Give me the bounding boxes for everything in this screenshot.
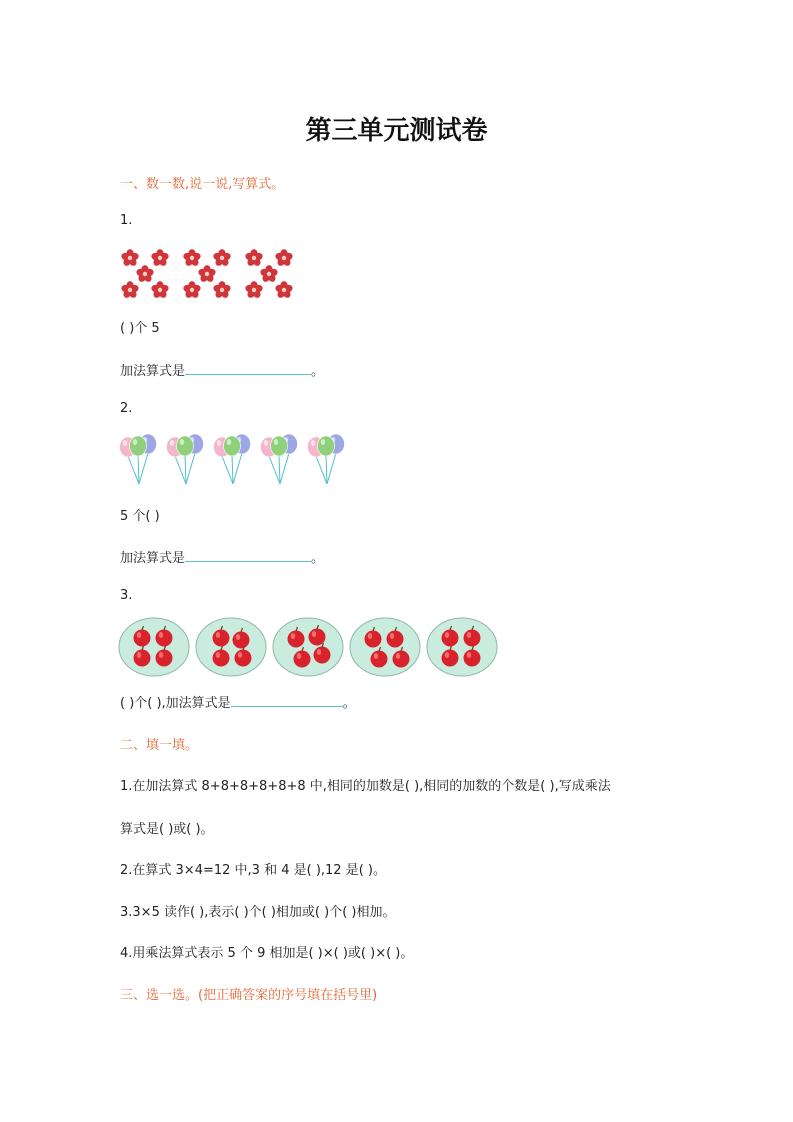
- q3-period: 。: [342, 696, 356, 711]
- q2-count-line: 5 个( ): [120, 509, 160, 524]
- flower-icon: [182, 249, 201, 267]
- flower-icon: [150, 281, 169, 299]
- flower-icon: [150, 249, 169, 267]
- q1-answer-blank[interactable]: [185, 360, 311, 375]
- flower-icon: [244, 281, 263, 299]
- flower-icon: [212, 281, 231, 299]
- flower-icon: [212, 249, 231, 267]
- q1-formula-label: 加法算式是: [120, 364, 186, 379]
- apples-svg: [118, 616, 500, 678]
- plate-icon: [196, 618, 266, 676]
- flower-icon: [244, 249, 263, 267]
- q1-formula-line: [120, 360, 324, 379]
- fill-item-1: 1.在加法算式 8+8+8+8+8+8 中,相同的加数是( ),相同的加数的个数是( ),写成乘法: [120, 779, 611, 794]
- section-2-heading: 二、填一填。: [120, 738, 199, 753]
- flower-icon: [274, 281, 293, 299]
- fill-item-4: 4.用乘法算式表示 5 个 9 相加是( )×( )或( )×( )。: [120, 946, 414, 961]
- balloon-bunch-icon: [167, 434, 204, 484]
- q2-formula-label: 加法算式是: [120, 551, 186, 566]
- q2-period: 。: [311, 551, 325, 566]
- flowers-picture: [120, 246, 300, 302]
- section-1-heading: 一、数一数,说一说,写算式。: [120, 177, 285, 192]
- plate-icon: [119, 618, 189, 676]
- q3-number: 3.: [120, 588, 133, 603]
- apples-picture: [118, 616, 500, 678]
- balloon-bunch-icon: [308, 434, 345, 484]
- plate-icon: [350, 618, 420, 676]
- flowers-svg: [120, 246, 300, 302]
- balloon-bunch-icon: [120, 434, 157, 484]
- flower-icon: [259, 265, 278, 283]
- fill-item-3: 3.3×5 读作( ),表示( )个( )相加或( )个( )相加。: [120, 905, 396, 920]
- q1-number: 1.: [120, 213, 133, 228]
- flower-icon: [182, 281, 201, 299]
- fill-item-1-cont: 算式是( )或( )。: [120, 822, 214, 837]
- balloons-picture: [118, 432, 352, 488]
- fill-item-2: 2.在算式 3×4=12 中,3 和 4 是( ),12 是( )。: [120, 863, 386, 878]
- page-title: 第三单元测试卷: [305, 116, 488, 146]
- flower-icon: [274, 249, 293, 267]
- balloons-svg: [118, 432, 352, 488]
- balloon-bunch-icon: [261, 434, 298, 484]
- q2-answer-blank[interactable]: [185, 547, 311, 562]
- q3-count-label: ( )个( ),加法算式是: [120, 696, 231, 711]
- q2-number: 2.: [120, 401, 133, 416]
- q3-answer-blank[interactable]: [231, 692, 343, 707]
- section-3-heading: 三、选一选。(把正确答案的序号填在括号里): [120, 988, 378, 1003]
- balloon-bunch-icon: [214, 434, 251, 484]
- flower-icon: [197, 265, 216, 283]
- plate-icon: [427, 618, 497, 676]
- q3-formula-line: [120, 692, 356, 711]
- flower-icon: [120, 281, 139, 299]
- q2-formula-line: [120, 547, 324, 566]
- q1-period: 。: [311, 364, 325, 379]
- flower-icon: [120, 249, 139, 267]
- flower-icon: [135, 265, 154, 283]
- q1-count-line: ( )个 5: [120, 321, 160, 336]
- plate-icon: [273, 618, 343, 676]
